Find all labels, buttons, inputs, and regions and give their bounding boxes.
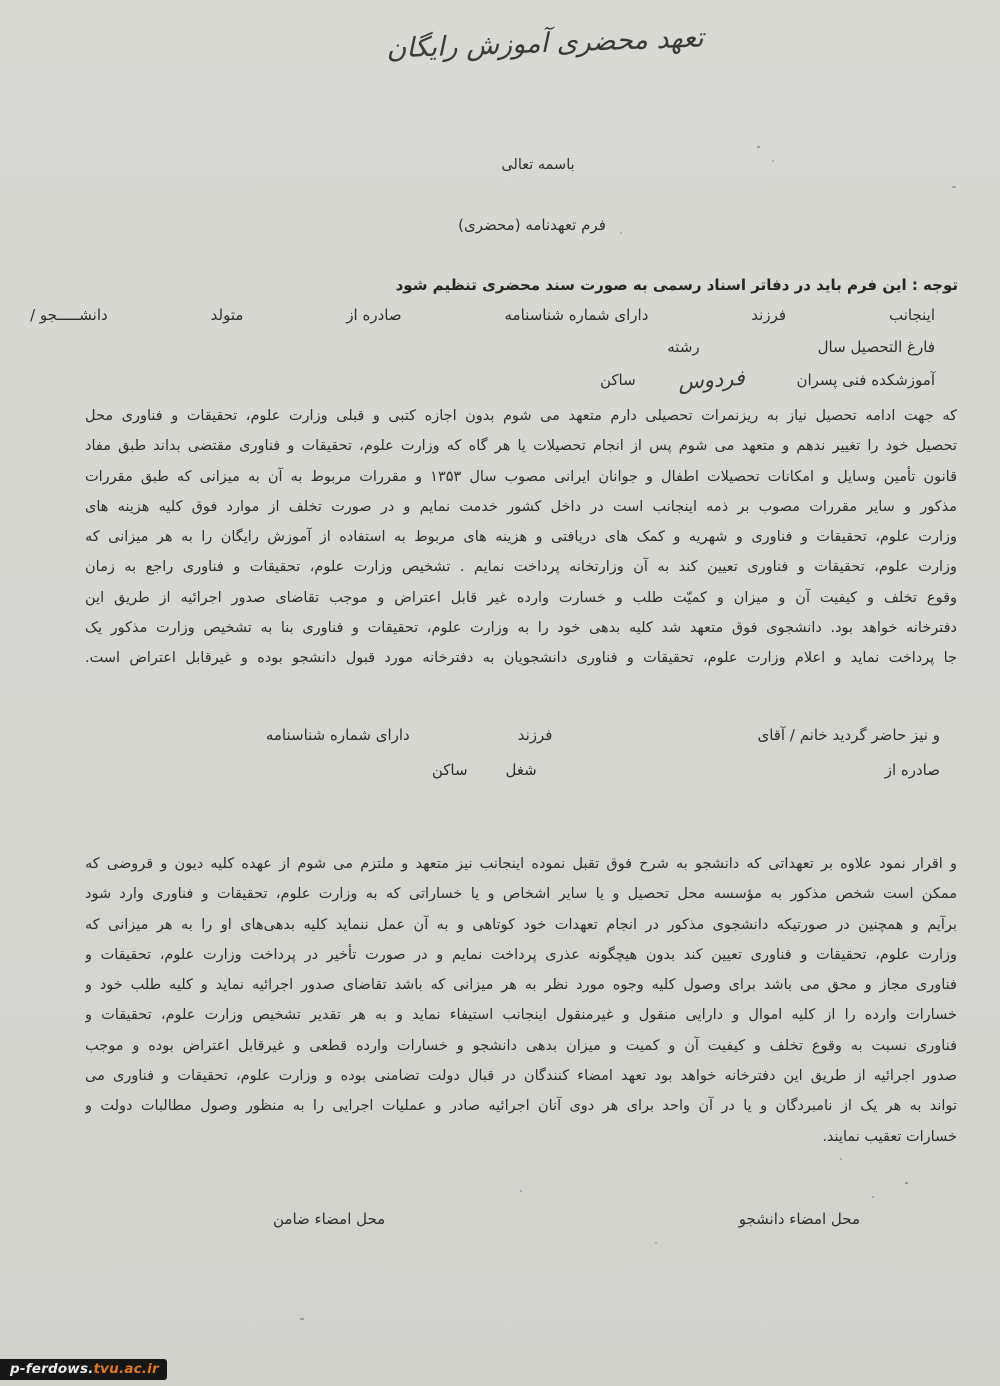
label-resident: ساکن xyxy=(600,371,636,389)
guarantor-fields-row-2 xyxy=(60,761,940,779)
label-guarantor-id-number: دارای شماره شناسنامه xyxy=(265,726,410,744)
paragraph-line: وزارت علوم، تحقیقات و فناوری و شهریه و کمک های دریافتی و هزینه های مربوط به استفاده از آموزش رایگان را به هر میزانی که xyxy=(85,529,957,546)
label-college: آموزشکده فنی پسران xyxy=(796,371,935,389)
label-student: دانشـــــجو / xyxy=(30,306,108,324)
paragraph-line: جا پرداخت نماید و اعلام وزارت علوم، تحقیقات و فناوری دانشجویان به دفترخانه مورد قبول دانشجو بوده و غیرقابل اعتراض است. xyxy=(85,650,957,667)
watermark-prefix: p-ferdows. xyxy=(10,1361,94,1377)
label-issued-from: صادره از xyxy=(346,306,402,324)
scan-speckle xyxy=(872,1196,874,1198)
handwritten-title: تعهد محضری آموزش رایگان xyxy=(385,22,705,65)
paragraph-line: فناوری مجاز و محق می باشد برای وصول کلیه وجوه مورد نظر به هر میزانی که باشد تقاضای صدور اجرائیه نماید و کلیه طلب خود و xyxy=(85,977,957,994)
label-inventor: اینجانب xyxy=(888,306,935,324)
student-fields-row-1 xyxy=(30,306,935,324)
scan-speckle xyxy=(840,1158,842,1160)
guarantor-commitment-paragraph xyxy=(85,849,957,1152)
site-watermark xyxy=(0,1359,167,1380)
form-title: فرم تعهدنامه (محضری) xyxy=(458,216,606,234)
label-guarantor-issued-from: صادره از xyxy=(884,761,940,779)
scan-speckle xyxy=(757,146,760,148)
paragraph-line: تواند به هر یک از نامبردگان و یا در آن واحد برای هر دوی آنان اجرائیه صادر و عملیات اجرایی را به منظور وصول مطالبات دولت و xyxy=(85,1098,957,1115)
signature-row xyxy=(273,1210,860,1228)
scan-speckle xyxy=(620,232,622,234)
label-major: رشته xyxy=(667,338,700,356)
paragraph-line: خسارات تعقیب نمایند. xyxy=(822,1128,957,1145)
scan-speckle xyxy=(905,1182,908,1184)
scan-speckle xyxy=(300,1318,304,1320)
watermark-suffix: tvu.ac.ir xyxy=(93,1361,159,1377)
student-commitment-paragraph xyxy=(85,401,957,674)
guarantor-signature-label: محل امضاء ضامن xyxy=(273,1210,386,1228)
label-guarantor-resident: ساکن xyxy=(431,761,468,779)
student-fields-row-3 xyxy=(30,365,935,395)
scan-speckle xyxy=(655,1242,657,1244)
paragraph-line: صدور اجرائیه از طریق این دفترخانه خواهد بود تعهد امضاء کنندگان در قبال دولت تضامنی بوده و وزارت علوم، تحقیقات و فناوری می xyxy=(85,1068,957,1085)
paragraph-line: وزارت علوم، تحقیقات و فناوری تعیین کند بدون هیچگونه عذری پرداخت نمایم و در صورت تأخیر در پرداخت وزارت علوم، تحقیقات و xyxy=(85,946,957,963)
student-signature-label: محل امضاء دانشجو xyxy=(738,1210,860,1228)
handwritten-city: فردوس xyxy=(676,365,746,395)
paragraph-line: دفترخانه خواهد بود. دانشجوی فوق متعهد شد کلیه بدهی خود را به وزارت علوم، تحقیقات و فناوری بنا به تشخیص وزارت مذکور یک xyxy=(85,620,957,637)
scan-speckle xyxy=(772,160,774,162)
label-born: متولد xyxy=(210,306,244,324)
notice-line: توجه : این فرم باید در دفاتر اسناد رسمی به صورت سند محضری تنظیم شود xyxy=(395,276,958,294)
scan-speckle xyxy=(952,186,956,188)
scan-speckle xyxy=(520,1190,522,1192)
label-child-of: فرزند xyxy=(751,306,787,324)
paragraph-line: مذکور و سایر مقررات مصوب بر ذمه اینجانب است در داخل کشور خدمت نمایم و در صورت تخلف از موارد فوق کلیه هزینه های xyxy=(85,498,957,515)
paragraph-line: قانون تأمین وسایل و امکانات تحصیلات اطفال و جوانان ایرانی مصوب سال ۱۳۵۳ و مقررات مربوط به آن به میزانی که طبق مقررات xyxy=(85,468,957,485)
paragraph-line: فناوری نسبت به وقوع تخلف و کیفیت آن و کمیت و میزان بدهی دانشجو و خسارات وارده قطعی و غیرقابل اعتراض بوده و موجب xyxy=(85,1037,957,1054)
paragraph-line: تحصیل خود را تغییر ندهم و متعهد می شوم پس از انجام تحصیلات یا هر گاه که وزارت علوم، تحقیقات و فناوری مقتضی بداند طبق مفاد xyxy=(85,438,957,455)
label-id-number: دارای شماره شناسنامه xyxy=(504,306,649,324)
paragraph-line: و اقرار نمود علاوه بر تعهداتی که دانشجو به شرح فوق تقبل نموده اینجانب نیز متعهد و ملتزم می شوم از عهده کلیه دیون و قروضی که xyxy=(85,856,957,872)
paragraph-line: وقوع تخلف و کیفیت آن و میزان و کمیّت طلب و خسارت وارده غیر قابل اعتراض و موجب تقاضای صدور اجرائیه از طریق این xyxy=(85,589,957,606)
label-guarantor-occupation: شغل xyxy=(505,761,537,779)
guarantor-fields-row-1 xyxy=(60,726,940,744)
student-fields-row-2 xyxy=(30,338,935,356)
paragraph-line: وزارت علوم، تحقیقات و فناوری تعیین کند به آن وزارتخانه پرداخت نمایم . تشخیص وزارت علوم، تحقیقات و فناوری راجع به زمان xyxy=(85,559,957,576)
paragraph-line: برآیم و همچنین در صورتیکه دانشجوی مذکور در انجام تعهدات خود کوتاهی و به آن عمل ننماید کلیه بدهی‌های او را به هر میزانی که xyxy=(85,916,957,933)
paragraph-line: خسارات وارده را از کلیه اموال و دارایی منقول و غیرمنقول اینجانب استیفاء نماید و به هر تقدیر تشخیص وزارت علوم، تحقیقات و xyxy=(85,1007,957,1024)
paragraph-line: ممکن است شخص مذکور به مؤسسه محل تحصیل و یا سایر اشخاص و یا خساراتی که به وزارت علوم، تحقیقات و فناوری وارد شود xyxy=(85,886,957,903)
bismillah-text: باسمه تعالی xyxy=(501,157,575,173)
label-guarantor-child-of: فرزند xyxy=(517,726,553,744)
label-graduated-year: فارغ التحصیل سال xyxy=(817,338,935,356)
label-also-present: و نیز حاضر گردید خانم / آقای xyxy=(757,726,940,744)
paragraph-line: که جهت ادامه تحصیل نیاز به ریزنمرات تحصیلی دارم متعهد می شوم بدون اجازه کتبی و قبلی وزارت علوم، تحقیقات و فناوری محل xyxy=(85,408,957,424)
